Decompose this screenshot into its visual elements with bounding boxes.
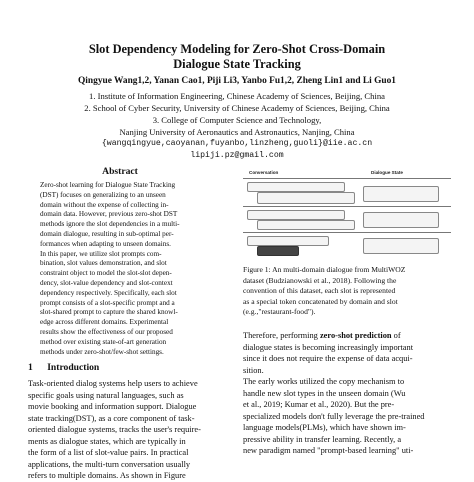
turn-divider — [243, 232, 451, 233]
system-utterance-bubble — [257, 220, 355, 230]
abstract-line: methods under zero-shot/few-shot settings. — [40, 347, 164, 356]
state-box — [363, 186, 439, 202]
right-column-body — [243, 330, 451, 457]
abstract-line: domain dialogue, resulting in sub-optimal per- — [40, 229, 174, 238]
intro-line: refers to multiple domains. As shown in Figure — [28, 471, 186, 480]
title-line-1: Slot Dependency Modeling for Zero-Shot Cross-Domain — [88, 42, 386, 56]
system-utterance-bubble — [257, 192, 355, 204]
figure-caption — [243, 265, 451, 318]
intro-line: the form of a list of slot-value pairs. In practical — [28, 448, 189, 457]
abstract-line: slot-shared prompt to capture the shared knowl- — [40, 308, 178, 317]
intro-body — [28, 378, 235, 482]
caption-line: (e.g.,"restaurant-food"). — [243, 307, 316, 317]
bold-phrase: zero-shot prediction — [319, 331, 392, 340]
user-utterance-bubble — [247, 210, 345, 220]
body-line: handle new slot types in the unseen domain (Wu — [243, 388, 406, 398]
turn-divider — [243, 206, 451, 207]
abstract-line: (DST) focuses on generalizing to an unseen — [40, 190, 166, 199]
user-utterance-bubble — [247, 182, 345, 192]
abstract-line: prompt consists of a slot-specific prompt and a — [40, 298, 175, 307]
body-line: language models(PLMs), which have shown im- — [243, 423, 406, 432]
abstract-line: domain without the expense of collecting in- — [40, 200, 169, 209]
caption-line: Figure 1: An multi-domain dialogue from MultiWOZ — [243, 265, 406, 274]
abstract-line: formances when adapting to unseen domains. — [40, 239, 171, 248]
body-line: dialogue states is becoming increasingly important — [243, 342, 414, 352]
affiliation-4: Nanjing University of Aeronautics and Astronautics, Nanjing, China — [119, 127, 355, 137]
intro-line: movie booking and information support. Dialogue — [28, 402, 197, 411]
section-number: 1 — [28, 362, 33, 373]
body-line — [243, 330, 451, 342]
email-line-1: {wangqingyue,caoyanan,fuyanbo,linzheng,guoli}@iie.ac.cn — [101, 139, 373, 148]
intro-line: ments as dialogue states, which are typically in — [28, 436, 186, 446]
caption-line: dataset (Budzianowski et al., 2018). Following the — [243, 275, 397, 285]
email-line-2: lipiji.pz@gmail.com — [190, 151, 284, 160]
title-line-2: Dialogue State Tracking — [173, 57, 301, 71]
intro-line: state tracking(DST), as a core component of task- — [28, 413, 195, 423]
abstract-line: In this paper, we utilize slot prompts com- — [40, 249, 162, 258]
affiliation-2: 2. School of Cyber Security, University of Chinese Academy of Sciences, Beijing, China — [84, 103, 390, 113]
affiliation-1: 1. Institute of Information Engineering, Chinese Academy of Sciences, Beijing, China — [89, 91, 385, 101]
abstract-line: Zero-shot learning for Dialogue State Tracking — [40, 181, 176, 189]
abstract-body — [40, 181, 220, 357]
figure-col-state: Dialogue State — [371, 170, 403, 175]
caption-line: as a special token concatenated by domain and slot — [243, 296, 398, 306]
figure-header-rule — [243, 178, 451, 179]
abstract-line: constraint object to model the slot-slot depen- — [40, 269, 172, 278]
body-line: since it does not require the expense of data acqui- — [243, 354, 413, 363]
abstract-line: domain data. However, previous zero-shot DST — [40, 210, 178, 219]
body-line-suffix: of — [391, 331, 401, 340]
body-line: sition. — [243, 365, 264, 375]
intro-line: Task-oriented dialog systems help users to achieve — [28, 379, 198, 388]
body-line: The early works utilized the copy mechanism to — [243, 377, 405, 386]
system-utterance-bubble — [257, 246, 299, 256]
figure-1 — [243, 170, 451, 260]
figure-col-conversation: Conversation — [249, 170, 279, 175]
user-utterance-bubble — [247, 236, 329, 246]
abstract-line: dependency respectively. Specifically, each slot — [40, 288, 177, 297]
body-line: pressive ability in transfer learning. Recently, a — [243, 434, 402, 444]
body-line: et al., 2019; Kumar et al., 2020). But the pre- — [243, 400, 395, 409]
body-line: new paradigm named "prompt-based learning" uti- — [243, 446, 414, 455]
abstract-line: dency, slot-value dependency and slot-context — [40, 278, 173, 287]
intro-heading — [28, 362, 99, 373]
abstract-line: edge across different domains. Experimental — [40, 318, 169, 327]
caption-line: convention of this dataset, each slot is represented — [243, 286, 396, 296]
intro-line: applications, the multi-turn conversation usually — [28, 459, 191, 469]
abstract-line: bination, slot values demonstration, and slot — [40, 259, 167, 268]
abstract-heading: Abstract — [102, 166, 138, 177]
author-list: Qingyue Wang1,2, Yanan Cao1, Piji Li3, Yanbo Fu1,2, Zheng Lin1 and Li Guo1 — [78, 76, 396, 86]
abstract-line: results show the effectiveness of our proposed — [40, 327, 173, 336]
section-title: Introduction — [47, 362, 100, 373]
body-line-prefix: Therefore, performing — [243, 331, 320, 340]
state-box — [363, 238, 439, 254]
state-box — [363, 212, 439, 228]
body-line: specialized models don't fully leverage the pre-trained — [243, 411, 425, 421]
abstract-line: method over existing state-of-art generation — [40, 337, 167, 346]
affiliation-3: 3. College of Computer Science and Technology, — [152, 115, 322, 125]
intro-line: specific goals using natural languages, such as — [28, 390, 184, 400]
intro-line: oriented dialogue systems, tracks the user's require- — [28, 425, 201, 434]
paper-title — [0, 42, 474, 72]
abstract-line: methods ignore the slot dependencies in a multi- — [40, 220, 180, 229]
